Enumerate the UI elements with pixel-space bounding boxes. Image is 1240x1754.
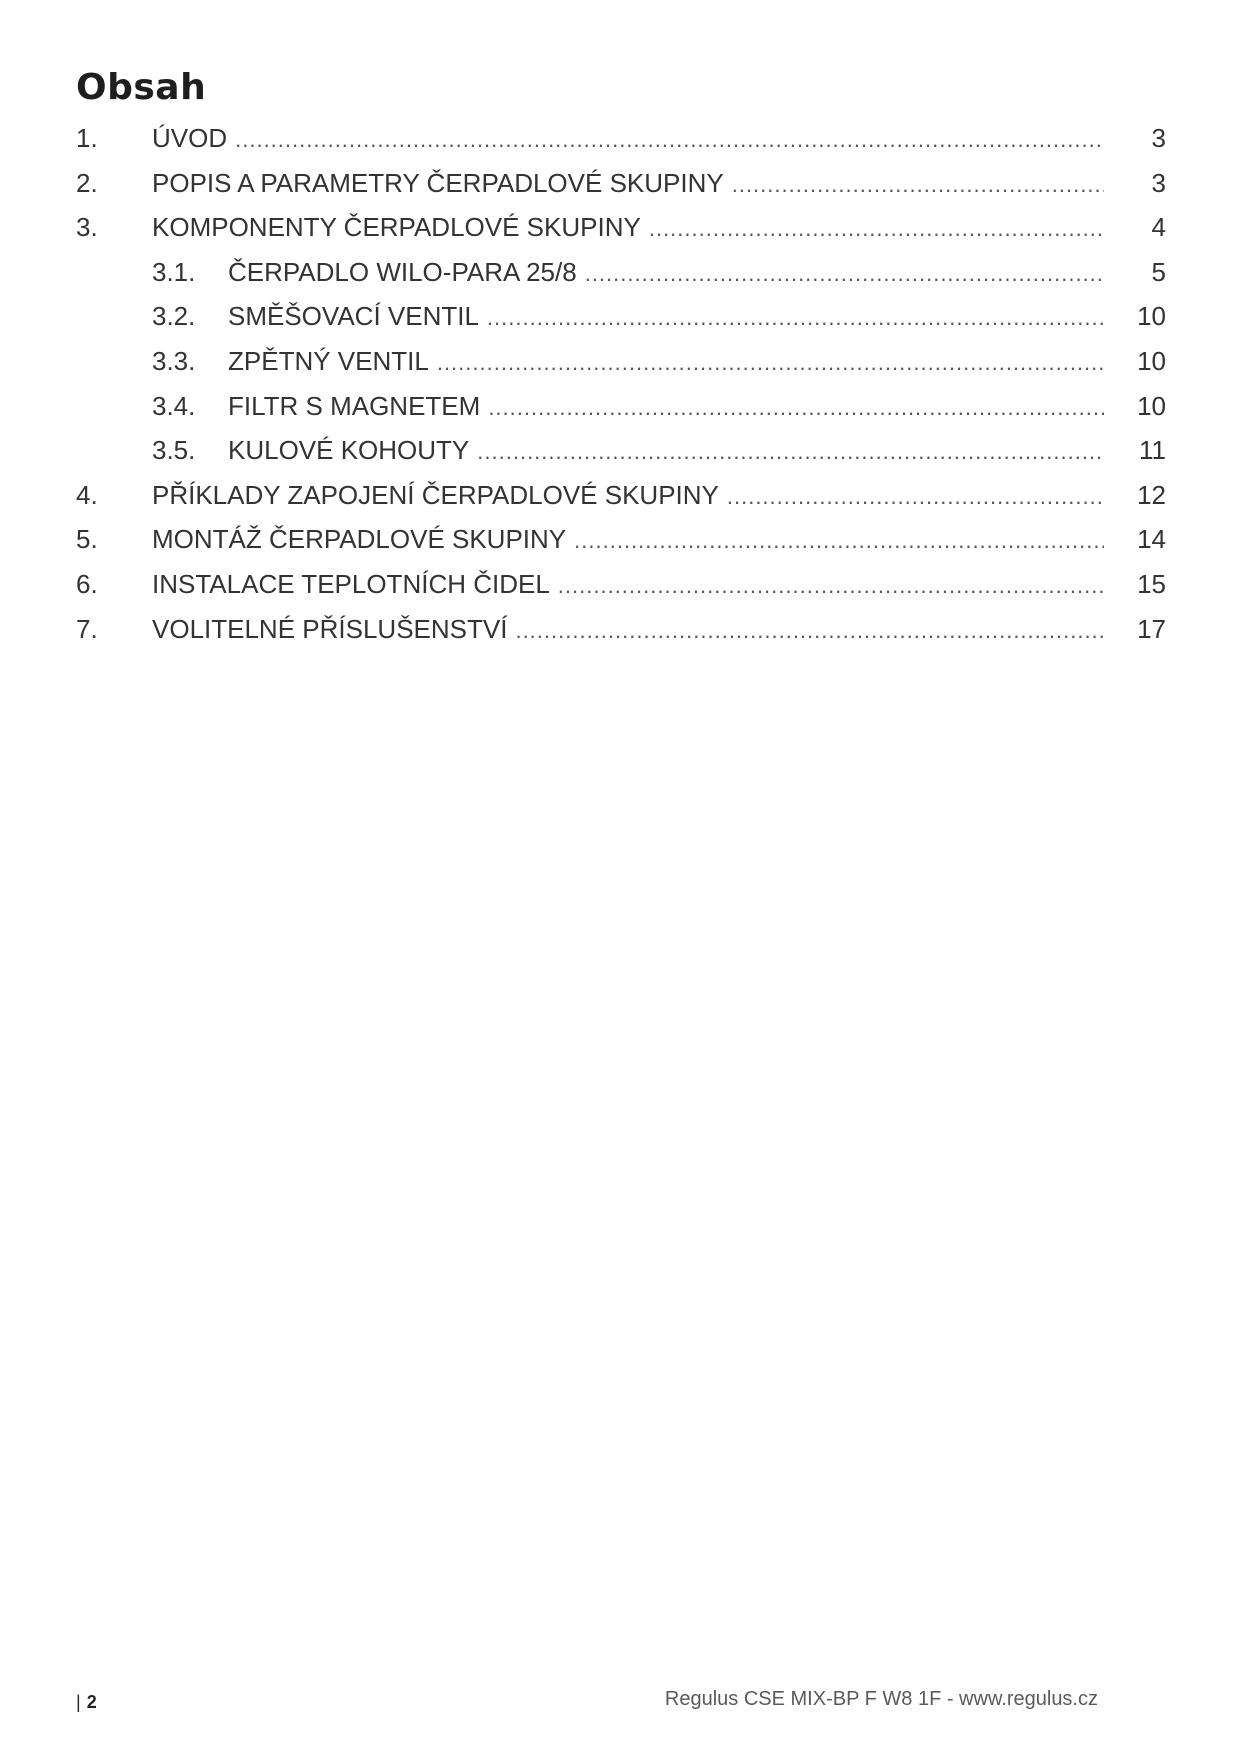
footer-page-number <box>76 1692 97 1713</box>
toc-page: 12 <box>1137 479 1166 510</box>
dot-leader <box>488 386 1104 431</box>
toc-label: ZPĚTNÝ VENTIL <box>228 345 429 376</box>
toc-label: INSTALACE TEPLOTNÍCH ČIDEL <box>152 568 550 599</box>
toc-label: PŘÍKLADY ZAPOJENÍ ČERPADLOVÉ SKUPINY <box>152 479 719 510</box>
toc-subentry[interactable] <box>76 250 1166 295</box>
toc-subentry[interactable] <box>76 384 1166 429</box>
toc-label: KULOVÉ KOHOUTY <box>228 435 470 466</box>
toc-number: 7. <box>76 613 98 644</box>
toc-number: 3.1. <box>152 256 196 287</box>
toc-number: 5. <box>76 524 98 555</box>
toc-page: 10 <box>1137 301 1166 332</box>
toc-label: MONTÁŽ ČERPADLOVÉ SKUPINY <box>152 524 567 555</box>
toc-page: 15 <box>1137 568 1166 599</box>
dot-leader <box>732 163 1104 208</box>
toc-subentry[interactable] <box>76 339 1166 384</box>
toc-number: 4. <box>76 479 98 510</box>
dot-leader <box>437 341 1104 386</box>
toc-label: ÚVOD <box>152 123 228 153</box>
toc-entry[interactable] <box>76 517 1166 562</box>
toc-page: 3 <box>1151 123 1166 153</box>
toc-page: 10 <box>1137 390 1166 421</box>
toc-number: 2. <box>76 167 98 198</box>
toc-subentry[interactable] <box>76 428 1166 473</box>
toc-number: 3. <box>76 212 98 243</box>
toc-page: 14 <box>1137 524 1166 555</box>
dot-leader <box>515 609 1104 654</box>
toc-page: 10 <box>1137 345 1166 376</box>
toc-entry[interactable] <box>76 473 1166 518</box>
toc-entry[interactable] <box>76 562 1166 607</box>
toc-page: 5 <box>1151 256 1166 287</box>
toc-number: 6. <box>76 568 98 599</box>
toc-entry[interactable] <box>76 607 1166 652</box>
toc-number: 1. <box>76 123 98 153</box>
footer-separator: | <box>76 1692 81 1712</box>
toc-page: 11 <box>1139 435 1166 466</box>
toc-entry[interactable] <box>76 116 1166 161</box>
footer-text: Regulus CSE MIX-BP F W8 1F - www.regulus.cz <box>664 1688 1098 1710</box>
toc-entry[interactable] <box>76 205 1166 250</box>
toc-label: ČERPADLO WILO-PARA 25/8 <box>228 256 577 287</box>
dot-leader <box>574 519 1104 564</box>
dot-leader <box>649 207 1104 252</box>
toc-number: 3.4. <box>152 390 196 421</box>
toc-number: 3.5. <box>152 435 196 466</box>
toc-number: 3.3. <box>152 345 196 376</box>
dot-leader <box>477 430 1104 475</box>
table-of-contents <box>76 116 1166 651</box>
page-number: 2 <box>86 1692 97 1712</box>
toc-label: KOMPONENTY ČERPADLOVÉ SKUPINY <box>152 212 641 243</box>
toc-label: SMĚŠOVACÍ VENTIL <box>228 301 479 332</box>
dot-leader <box>585 252 1104 297</box>
toc-label: VOLITELNÉ PŘÍSLUŠENSTVÍ <box>152 613 508 644</box>
dot-leader <box>487 296 1104 341</box>
toc-label: FILTR S MAGNETEM <box>228 390 481 421</box>
toc-subentry[interactable] <box>76 294 1166 339</box>
dot-leader <box>558 564 1104 609</box>
dot-leader <box>727 475 1104 520</box>
toc-page: 4 <box>1151 212 1166 243</box>
toc-page: 3 <box>1151 167 1166 198</box>
page-title: Obsah <box>76 67 207 108</box>
dot-leader <box>235 118 1104 163</box>
toc-label: POPIS A PARAMETRY ČERPADLOVÉ SKUPINY <box>152 167 724 198</box>
toc-page: 17 <box>1137 613 1166 644</box>
toc-number: 3.2. <box>152 301 196 332</box>
toc-entry[interactable] <box>76 161 1166 206</box>
